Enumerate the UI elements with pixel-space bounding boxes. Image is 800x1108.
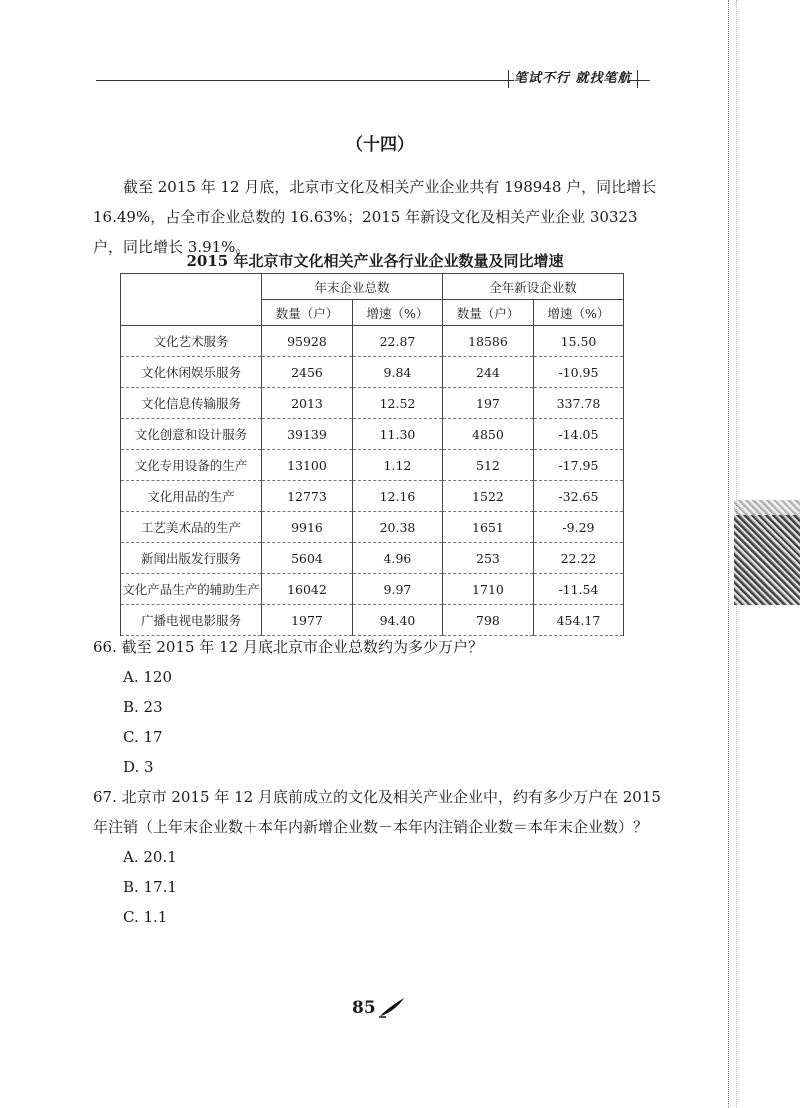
table-row <box>121 388 624 419</box>
table-cell: 12.16 <box>352 481 442 512</box>
table-cell: 1.12 <box>352 450 442 481</box>
table-row <box>121 326 624 357</box>
option-a: A. 20.1 <box>123 848 177 866</box>
option-b: B. 17.1 <box>123 878 177 896</box>
sub-header: 增速（%） <box>352 300 442 326</box>
row-label: 文化创意和设计服务 <box>121 419 262 450</box>
table-cell: 94.40 <box>352 605 442 636</box>
table-cell: 15.50 <box>533 326 623 357</box>
option-a: A. 120 <box>123 668 172 686</box>
row-label: 文化用品的生产 <box>121 481 262 512</box>
table-cell: 20.38 <box>352 512 442 543</box>
table-cell: 4.96 <box>352 543 442 574</box>
industry-stats-table <box>120 273 624 636</box>
table-cell: -14.05 <box>533 419 623 450</box>
row-label: 文化信息传输服务 <box>121 388 262 419</box>
table-cell: 9.97 <box>352 574 442 605</box>
table-row <box>121 605 624 636</box>
table-row <box>121 450 624 481</box>
table-row <box>121 481 624 512</box>
table-cell: 1977 <box>262 605 353 636</box>
option-d: D. 3 <box>123 758 154 776</box>
table-cell: 22.22 <box>533 543 623 574</box>
table-cell: 13100 <box>262 450 353 481</box>
table-cell: -11.54 <box>533 574 623 605</box>
table-cell: 454.17 <box>533 605 623 636</box>
table-cell: 4850 <box>442 419 533 450</box>
header-rule-end <box>628 80 650 81</box>
table-cell: -10.95 <box>533 357 623 388</box>
table-cell: 798 <box>442 605 533 636</box>
table-cell: 1651 <box>442 512 533 543</box>
table-group-header-row <box>121 274 624 300</box>
sub-header: 增速（%） <box>533 300 623 326</box>
sub-header: 数量（户） <box>262 300 353 326</box>
margin-line <box>728 0 729 1108</box>
question-67: 67. 北京市 2015 年 12 月底前成立的文化及相关产业企业中，约有多少万户在 2015 年注销（上年末企业数＋本年内新增企业数－本年内注销企业数＝本年末企业数）？ <box>93 788 661 836</box>
table-cell: -17.95 <box>533 450 623 481</box>
table-row <box>121 512 624 543</box>
row-label: 广播电视电影服务 <box>121 605 262 636</box>
table-cell: 9.84 <box>352 357 442 388</box>
table-cell: 1522 <box>442 481 533 512</box>
group-header: 年末企业总数 <box>262 274 443 300</box>
table-cell: 22.87 <box>352 326 442 357</box>
table-cell: 18586 <box>442 326 533 357</box>
table-cell: -32.65 <box>533 481 623 512</box>
row-label: 文化产品生产的辅助生产 <box>121 574 262 605</box>
table-cell: 95928 <box>262 326 353 357</box>
table-row <box>121 574 624 605</box>
table-title: 2015 年北京市文化相关产业各行业企业数量及同比增速 <box>186 252 564 270</box>
option-c: C. 17 <box>123 728 163 746</box>
sub-header: 数量（户） <box>442 300 533 326</box>
table-cell: 5604 <box>262 543 353 574</box>
table-cell: 512 <box>442 450 533 481</box>
table-cell: 2013 <box>262 388 353 419</box>
table-cell: 197 <box>442 388 533 419</box>
option-b: B. 23 <box>123 698 163 716</box>
table-cell: 1710 <box>442 574 533 605</box>
table-cell: 16042 <box>262 574 353 605</box>
table-cell: 253 <box>442 543 533 574</box>
table-row <box>121 543 624 574</box>
table-cell: 12.52 <box>352 388 442 419</box>
question-66: 66. 截至 2015 年 12 月底北京市企业总数约为多少万户？ <box>93 638 483 656</box>
table-cell: 11.30 <box>352 419 442 450</box>
row-label: 工艺美术品的生产 <box>121 512 262 543</box>
pen-nib-icon <box>378 996 406 1022</box>
table-row <box>121 357 624 388</box>
table-cell: -9.29 <box>533 512 623 543</box>
table-corner-cell <box>121 274 262 326</box>
row-label: 文化休闲娱乐服务 <box>121 357 262 388</box>
option-c: C. 1.1 <box>123 908 168 926</box>
scan-edge-artifact <box>734 515 800 605</box>
group-header: 全年新设企业数 <box>442 274 623 300</box>
header-rule <box>96 80 514 81</box>
table-cell: 337.78 <box>533 388 623 419</box>
table-cell: 2456 <box>262 357 353 388</box>
header-tagline: 笔试不行 就找笔航 <box>508 70 638 88</box>
table-cell: 9916 <box>262 512 353 543</box>
table-cell: 244 <box>442 357 533 388</box>
table-cell: 39139 <box>262 419 353 450</box>
page-number: 85 <box>352 998 376 1018</box>
row-label: 文化专用设备的生产 <box>121 450 262 481</box>
row-label: 文化艺术服务 <box>121 326 262 357</box>
questions-block <box>93 632 665 932</box>
intro-paragraph: 截至 2015 年 12 月底，北京市文化及相关产业企业共有 198948 户，同比增长 16.49%，占全市企业总数的 16.63%；2015 年新设文化及相关产业企业 30323 户，同比增长 3.91%。 <box>93 178 657 256</box>
table-cell: 12773 <box>262 481 353 512</box>
row-label: 新闻出版发行服务 <box>121 543 262 574</box>
table-row <box>121 419 624 450</box>
section-title: （十四） <box>346 135 414 155</box>
